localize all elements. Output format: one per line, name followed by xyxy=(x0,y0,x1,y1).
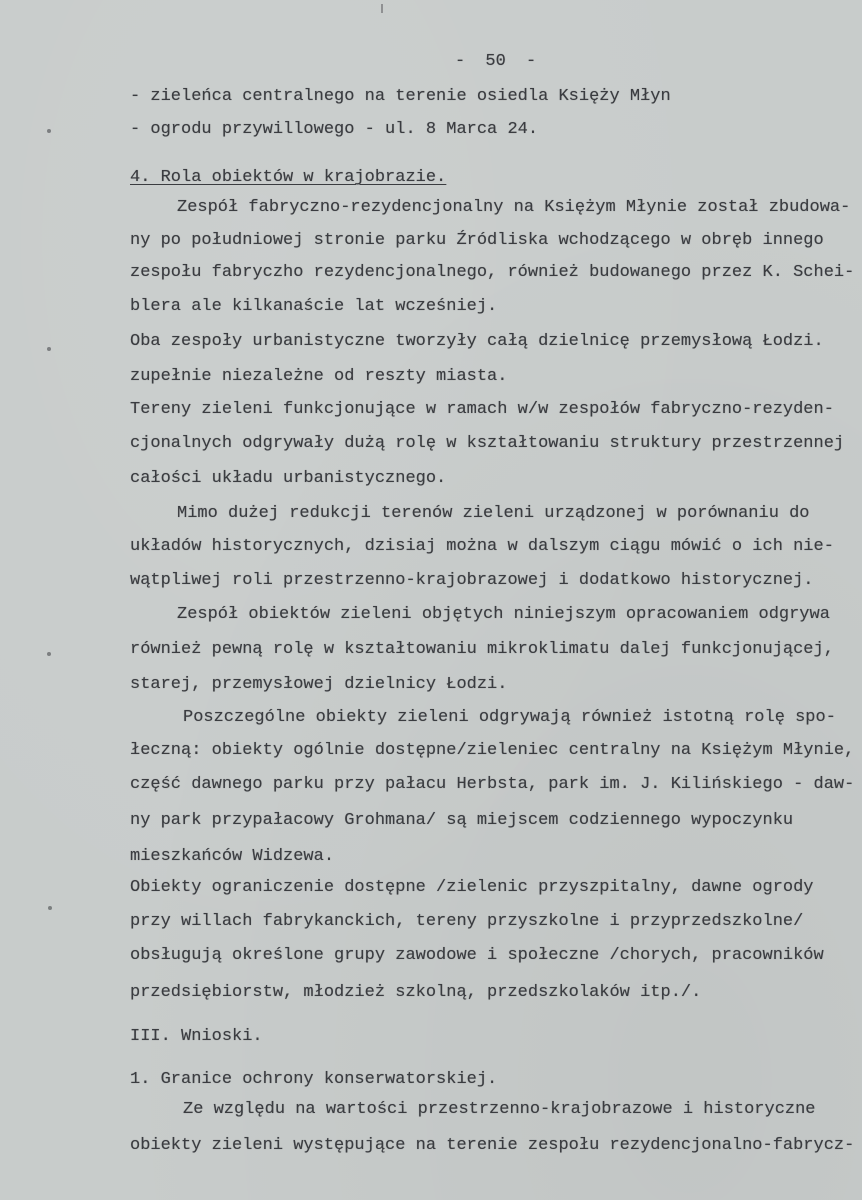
text-line: mieszkańców Widzewa. xyxy=(130,847,335,866)
text-line: Tereny zieleni funkcjonujące w ramach w/w zespołów fabryczno-rezyden- xyxy=(130,400,834,419)
page-number: - 50 - xyxy=(455,52,537,71)
text-line: cjonalnych odgrywały dużą rolę w kształtowaniu struktury przestrzennej xyxy=(130,434,845,453)
text-line: przedsiębiorstw, młodzież szkolną, przedszkolaków itp./. xyxy=(130,983,702,1002)
text-line: Zespół obiektów zieleni objętych niniejszym opracowaniem odgrywa xyxy=(177,605,830,624)
text-line: ny po południowej stronie parku Źródliska wchodzącego w obręb innego xyxy=(130,231,824,250)
text-line: układów historycznych, dzisiaj można w dalszym ciągu mówić o ich nie- xyxy=(130,537,834,556)
scan-speck xyxy=(47,652,51,656)
text-line: część dawnego parku przy pałacu Herbsta, park im. J. Kilińskiego - daw- xyxy=(130,775,855,794)
text-line: obsługują określone grupy zawodowe i społeczne /chorych, pracowników xyxy=(130,946,824,965)
text-line: całości układu urbanistycznego. xyxy=(130,469,447,488)
text-line: Mimo dużej redukcji terenów zieleni urządzonej w porównaniu do xyxy=(177,504,810,523)
scan-mark xyxy=(381,4,383,13)
text-line: obiekty zieleni występujące na terenie zespołu rezydencjonalno-fabrycz- xyxy=(130,1136,855,1155)
subsection-heading: 1. Granice ochrony konserwatorskiej. xyxy=(130,1070,498,1089)
text-line: Obiekty ograniczenie dostępne /zielenic przyszpitalny, dawne ogrody xyxy=(130,878,814,897)
text-line: zupełnie niezależne od reszty miasta. xyxy=(130,367,508,386)
text-line: zespołu fabryczho rezydencjonalnego, również budowanego przez K. Schei- xyxy=(130,263,855,282)
scan-speck xyxy=(47,129,51,133)
section-heading: 4. Rola obiektów w krajobrazie. xyxy=(130,168,447,187)
text-line: blera ale kilkanaście lat wcześniej. xyxy=(130,297,498,316)
text-line: przy willach fabrykanckich, tereny przyszkolne i przyprzedszkolne/ xyxy=(130,912,804,931)
section-heading: III. Wnioski. xyxy=(130,1027,263,1046)
text-line: starej, przemysłowej dzielnicy Łodzi. xyxy=(130,675,508,694)
text-line: Oba zespoły urbanistyczne tworzyły całą dzielnicę przemysłową Łodzi. xyxy=(130,332,824,351)
text-line: wątpliwej roli przestrzenno-krajobrazowej i dodatkowo historycznej. xyxy=(130,571,814,590)
text-line: Ze względu na wartości przestrzenno-krajobrazowe i historyczne xyxy=(183,1100,816,1119)
text-line: ny park przypałacowy Grohmana/ są miejscem codziennego wypoczynku xyxy=(130,811,794,830)
scan-speck xyxy=(48,906,52,910)
list-item: - ogrodu przywillowego - ul. 8 Marca 24. xyxy=(130,120,539,139)
text-line: łeczną: obiekty ogólnie dostępne/zieleniec centralny na Księżym Młynie, xyxy=(130,741,855,760)
text-line: Poszczególne obiekty zieleni odgrywają również istotną rolę spo- xyxy=(183,708,836,727)
text-line: również pewną rolę w kształtowaniu mikroklimatu dalej funkcjonującej, xyxy=(130,640,834,659)
scan-speck xyxy=(47,347,51,351)
text-line: Zespół fabryczno-rezydencjonalny na Księżym Młynie został zbudowa- xyxy=(177,198,851,217)
list-item: - zieleńca centralnego na terenie osiedla Księży Młyn xyxy=(130,87,671,106)
